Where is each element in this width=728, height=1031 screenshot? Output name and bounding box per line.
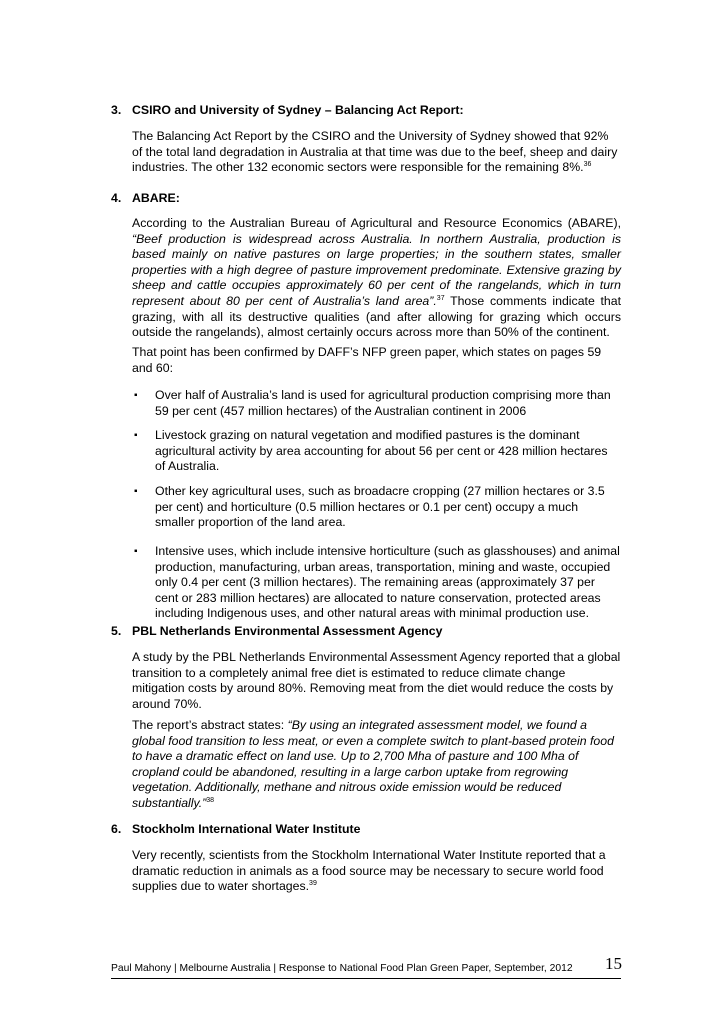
bullet-item: Over half of Australia’s land is used for agricultural production comprising more than 59 per cent (457 million hectares) of the Australian continent in 2006	[155, 388, 611, 418]
footer-text: Paul Mahony | Melbourne Australia | Response to National Food Plan Green Paper, September, 2012	[111, 963, 573, 974]
bullet-marker: ▪	[134, 390, 138, 401]
pbl-quote: “By using an integrated assessment model, we found a global food transition to less meat, or even a complete switch to plant-based protein food to have a dramatic effect on land use. Up to 2,700 Mha of pasture and 100 Mha of cropland could be abandoned, resulting in a large carbon uptake from regrowing vegetation. Additionally, methane and nitrous oxide emission would be reduced substantially.”	[132, 718, 614, 810]
section-3-body-text: The Balancing Act Report by the CSIRO and the University of Sydney showed that 92% of the total land degradation in Australia at that time was due to the beef, sheep and dairy industries. The other 132 economic sectors were responsible for the remaining 8%.	[132, 129, 618, 175]
section-4-paragraph-1	[132, 216, 621, 341]
section-3-heading: CSIRO and University of Sydney – Balancing Act Report:	[132, 103, 464, 117]
section-6-body-text: Very recently, scientists from the Stockholm International Water Institute reported that a dramatic reduction in animals as a food source may be necessary to secure world food supplies due to water shortages.	[132, 848, 606, 894]
footnote-ref-36: 36	[583, 161, 592, 169]
section-4-number: 4.	[111, 191, 122, 205]
section-4-heading: ABARE:	[132, 191, 180, 205]
section-3-number: 3.	[111, 103, 122, 117]
section-6-number: 6.	[111, 822, 122, 836]
section-5-paragraph-2	[132, 718, 621, 812]
bullet-marker: ▪	[134, 546, 138, 557]
section-4-paragraph-2: That point has been confirmed by DAFF’s NFP green paper, which states on pages 59 and 60:	[132, 345, 602, 375]
abare-quote: “Beef production is widespread across Australia. In northern Australia, production is based mainly on native pastures on large properties; in the southern states, smaller properties with a high degree of pasture improvement predominate. Extensive grazing by sheep and cattle occupies approximately 60 per cent of the rangelands, which in turn represent about 80 per cent of Australia’s land area”.	[132, 231, 621, 308]
section-4-intro: According to the Australian Bureau of Agricultural and Resource Economics (ABARE),	[132, 216, 621, 230]
page-number: 15	[605, 954, 622, 973]
section-6-heading: Stockholm International Water Institute	[132, 822, 361, 836]
bullet-marker: ▪	[134, 430, 138, 441]
bullet-marker: ▪	[134, 486, 138, 497]
section-5-intro: The report’s abstract states:	[132, 718, 288, 732]
bullet-item: Livestock grazing on natural vegetation and modified pastures is the dominant agricultural activity by area accounting for about 56 per cent or 428 million hectares of Australia.	[155, 428, 608, 474]
footnote-ref-37: 37	[436, 294, 445, 302]
footer-divider	[111, 978, 621, 979]
section-4-comment: Those comments indicate that grazing, with all its destructive qualities (and after allowing for grazing which occurs outside the rangelands), almost certainly occurs across more than 50% of the continent.	[132, 293, 622, 340]
bullet-item: Intensive uses, which include intensive horticulture (such as glasshouses) and animal production, manufacturing, urban areas, transportation, mining and waste, occupied only 0.4 per cent (3 million hectares). The remaining areas (approximately 37 per cent or 283 million hectares) are allocated to nature conservation, protected areas including Indigenous uses, and other natural areas with minimal production use.	[155, 544, 620, 621]
section-5-number: 5.	[111, 624, 122, 638]
bullet-item: Other key agricultural uses, such as broadacre cropping (27 million hectares or 3.5 per cent) and horticulture (0.5 million hectares or 0.1 per cent) occupy a much smaller proportion of the land area.	[155, 484, 605, 530]
footnote-ref-38: 38	[206, 796, 215, 804]
section-6-body	[132, 848, 621, 895]
section-5-heading: PBL Netherlands Environmental Assessment Agency	[132, 624, 443, 638]
section-3-body	[132, 129, 621, 176]
section-5-paragraph-1: A study by the PBL Netherlands Environmental Assessment Agency reported that a global transition to a completely animal free diet is estimated to reduce climate change mitigation costs by around 80%. Removing meat from the diet would reduce the costs by around 70%.	[132, 650, 621, 711]
footnote-ref-39: 39	[309, 880, 317, 888]
